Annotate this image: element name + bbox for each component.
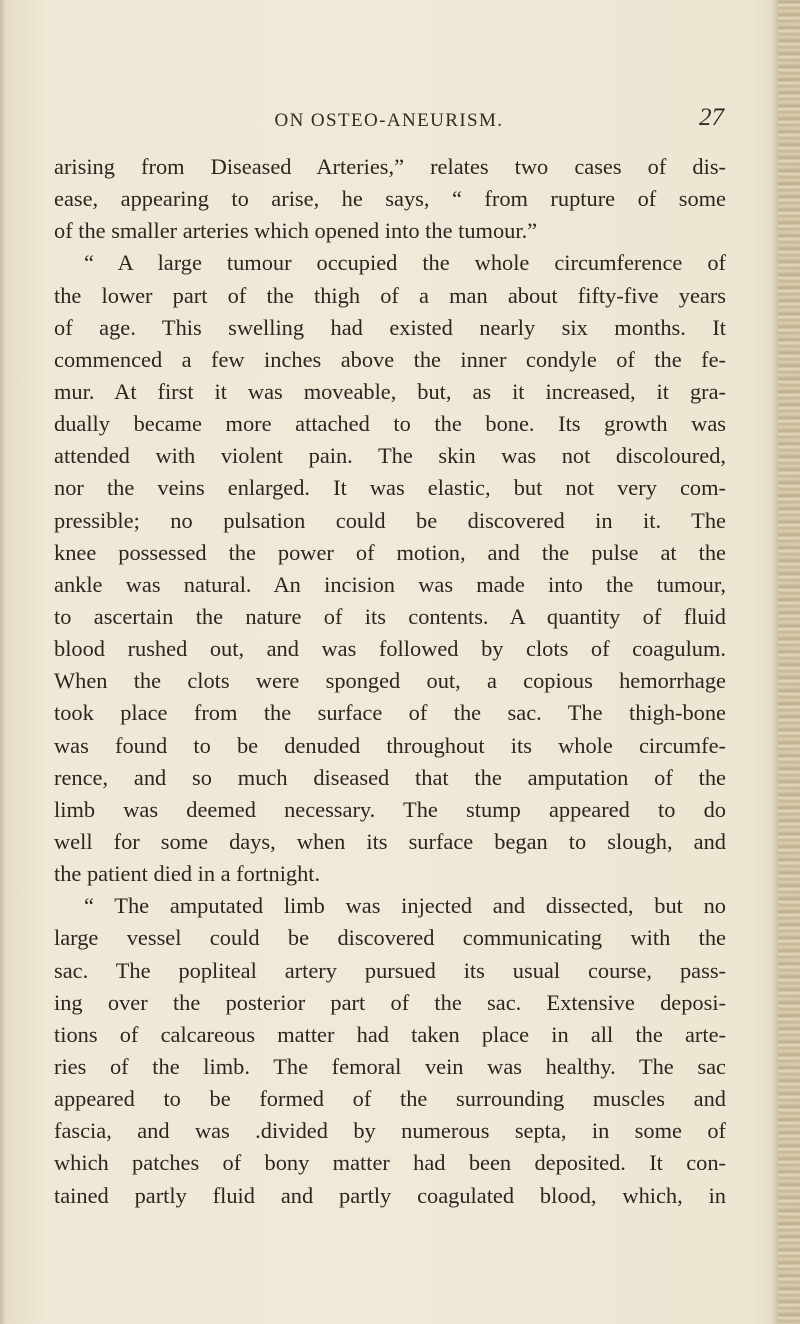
text-line: blood rushed out, and was followed by clots of coagulum.: [54, 636, 726, 662]
page-gutter-shadow: [0, 0, 6, 1324]
text-line: large vessel could be discovered communicating with the: [54, 925, 726, 951]
running-head: ON OSTEO-ANEURISM.: [274, 110, 504, 131]
text-line: limb was deemed necessary. The stump appeared to do: [54, 796, 726, 822]
text-line: of age. This swelling had existed nearly six months. It: [54, 314, 726, 340]
text-line: the patient died in a fortnight.: [54, 861, 321, 887]
text-line: attended with violent pain. The skin was not discoloured,: [54, 443, 726, 469]
page-fore-edge: [778, 0, 800, 1324]
text-line: tions of calcareous matter had taken place in all the arte-: [54, 1021, 726, 1047]
text-line: commenced a few inches above the inner condyle of the fe-: [54, 346, 726, 372]
body-text: [54, 151, 726, 1212]
page-header: [54, 104, 724, 144]
text-line: ries of the limb. The femoral vein was healthy. The sac: [54, 1053, 726, 1079]
text-line: was found to be denuded throughout its whole circumfe-: [54, 732, 726, 758]
text-line: “ A large tumour occupied the whole circumference of: [84, 250, 726, 276]
text-line: of the smaller arteries which opened into the tumour.”: [54, 218, 538, 244]
text-line: arising from Diseased Arteries,” relates two cases of dis-: [54, 154, 726, 179]
text-line: nor the veins enlarged. It was elastic, but not very com-: [54, 475, 726, 501]
page-number: 27: [699, 104, 724, 131]
text-line: well for some days, when its surface began to slough, and: [54, 828, 726, 854]
text-line: which patches of bony matter had been deposited. It con-: [54, 1150, 726, 1176]
text-line: took place from the surface of the sac. The thigh-bone: [54, 700, 726, 726]
text-line: ease, appearing to arise, he says, “ from rupture of some: [54, 186, 726, 212]
text-line: “ The amputated limb was injected and dissected, but no: [84, 893, 726, 919]
text-line: dually became more attached to the bone. Its growth was: [54, 411, 726, 437]
text-line: When the clots were sponged out, a copious hemorrhage: [54, 668, 726, 694]
text-line: to ascertain the nature of its contents. A quantity of fluid: [54, 603, 726, 629]
text-line: pressible; no pulsation could be discovered in it. The: [54, 507, 726, 533]
text-line: rence, and so much diseased that the amputation of the: [54, 764, 726, 790]
text-line: ankle was natural. An incision was made into the tumour,: [54, 571, 726, 597]
text-line: knee possessed the power of motion, and the pulse at the: [54, 539, 726, 565]
text-line: tained partly fluid and partly coagulated blood, which, in: [54, 1182, 726, 1208]
text-line: mur. At first it was moveable, but, as it increased, it gra-: [54, 378, 726, 404]
text-line: appeared to be formed of the surrounding muscles and: [54, 1086, 726, 1112]
text-line: the lower part of the thigh of a man about fifty-five years: [54, 282, 726, 308]
text-line: fascia, and was .divided by numerous septa, in some of: [54, 1118, 726, 1144]
text-line: ing over the posterior part of the sac. Extensive deposi-: [54, 989, 726, 1015]
text-line: sac. The popliteal artery pursued its usual course, pass-: [54, 957, 726, 983]
